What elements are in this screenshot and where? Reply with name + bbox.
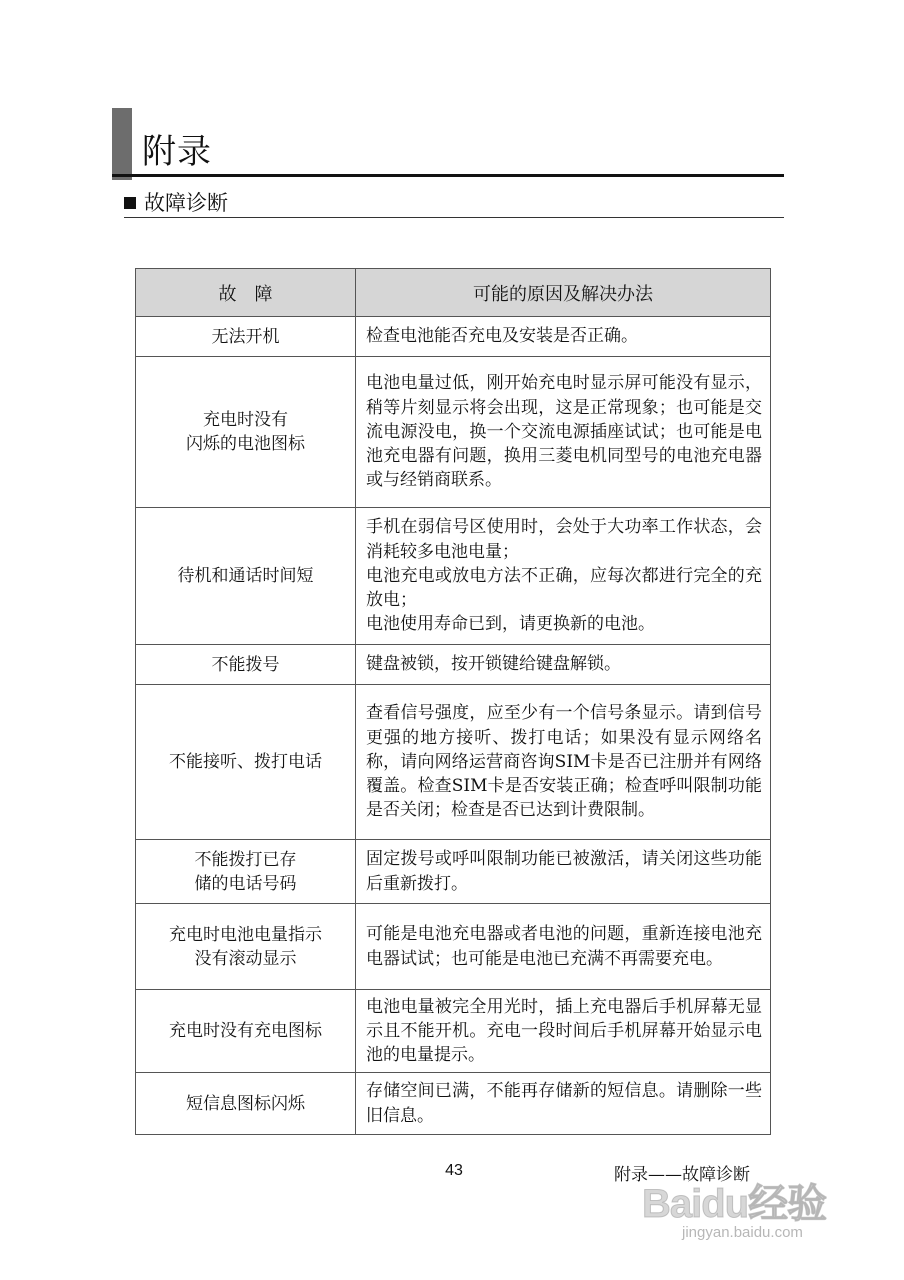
table-row <box>136 840 771 904</box>
troubleshooting-table <box>135 268 771 1135</box>
section-heading <box>124 189 228 217</box>
square-bullet-icon <box>124 197 136 209</box>
solution-cell: 存储空间已满，不能再存储新的短信息。请删除一些旧信息。 <box>356 1073 771 1135</box>
fault-cell: 充电时没有充电图标 <box>136 990 356 1073</box>
table-row <box>136 990 771 1073</box>
fault-cell: 不能拨打已存 储的电话号码 <box>136 840 356 904</box>
watermark-url: jingyan.baidu.com <box>682 1224 803 1241</box>
solution-cell: 可能是电池充电器或者电池的问题，重新连接电池充电器试试；也可能是电池已充满不再需要充电。 <box>356 904 771 990</box>
fault-cell: 无法开机 <box>136 317 356 357</box>
solution-cell: 电池电量过低，刚开始充电时显示屏可能没有显示，稍等片刻显示将会出现，这是正常现象；也可能是交流电源没电，换一个交流电源插座试试；也可能是电池充电器有问题，换用三菱电机同型号的电池充电器或与经销商联系。 <box>356 357 771 508</box>
table-header-row <box>136 269 771 317</box>
fault-cell: 充电时没有 闪烁的电池图标 <box>136 357 356 508</box>
table-row <box>136 1073 771 1135</box>
solution-cell: 检查电池能否充电及安装是否正确。 <box>356 317 771 357</box>
fault-cell: 短信息图标闪烁 <box>136 1073 356 1135</box>
running-footer: 附录——故障诊断 <box>614 1165 750 1185</box>
fault-cell: 不能接听、拨打电话 <box>136 685 356 840</box>
baidu-jingyan-watermark <box>642 1172 892 1272</box>
section-divider <box>124 217 784 218</box>
chapter-divider <box>112 174 784 177</box>
table-row <box>136 317 771 357</box>
table-row <box>136 645 771 685</box>
table-row <box>136 357 771 508</box>
solution-cell: 手机在弱信号区使用时，会处于大功率工作状态，会消耗较多电池电量； 电池充电或放电方法不正确，应每次都进行完全的充放电； 电池使用寿命已到，请更换新的电池。 <box>356 508 771 645</box>
table-row <box>136 508 771 645</box>
header-fault: 故 障 <box>136 269 356 317</box>
watermark-logo: Baidu经验 <box>642 1182 827 1226</box>
solution-cell: 键盘被锁，按开锁键给键盘解锁。 <box>356 645 771 685</box>
solution-cell: 查看信号强度，应至少有一个信号条显示。请到信号更强的地方接听、拨打电话；如果没有显示网络名称，请向网络运营商咨询SIM卡是否已注册并有网络覆盖。检查SIM卡是否安装正确；检查呼叫限制功能是否关闭；检查是否已达到计费限制。 <box>356 685 771 840</box>
fault-cell: 待机和通话时间短 <box>136 508 356 645</box>
page-number: 43 <box>445 1162 463 1179</box>
solution-cell: 电池电量被完全用光时，插上充电器后手机屏幕无显示且不能开机。充电一段时间后手机屏幕开始显示电池的电量提示。 <box>356 990 771 1073</box>
fault-cell: 不能拨号 <box>136 645 356 685</box>
solution-cell: 固定拨号或呼叫限制功能已被激活，请关闭这些功能后重新拨打。 <box>356 840 771 904</box>
fault-cell: 充电时电池电量指示 没有滚动显示 <box>136 904 356 990</box>
table-row <box>136 904 771 990</box>
section-title: 故障诊断 <box>144 191 228 215</box>
chapter-title: 附录 <box>142 132 212 172</box>
header-solution: 可能的原因及解决办法 <box>356 269 771 317</box>
table-row <box>136 685 771 840</box>
chapter-marker-bar <box>112 108 132 180</box>
